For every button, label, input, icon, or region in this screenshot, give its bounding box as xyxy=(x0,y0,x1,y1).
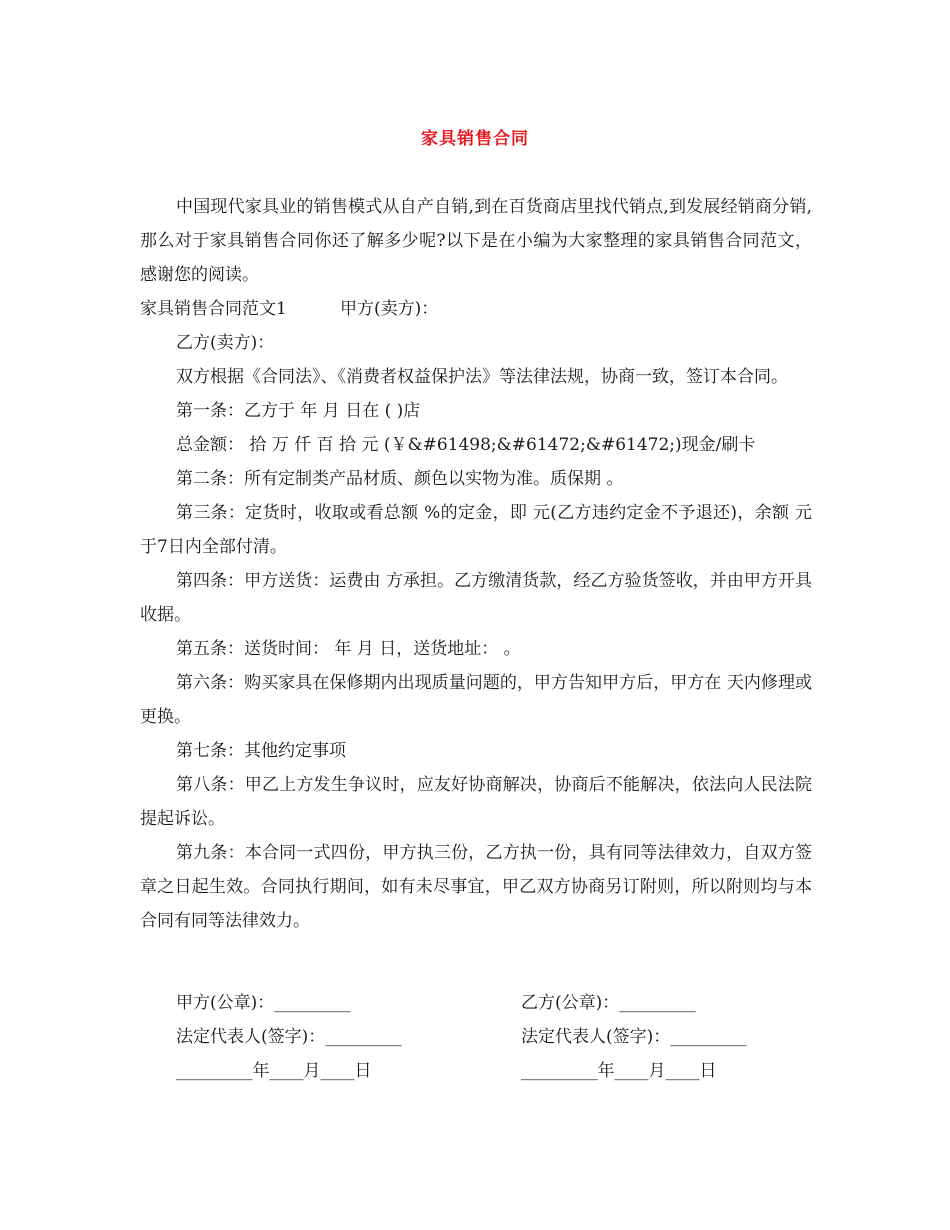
article-8: 第八条：甲乙上方发生争议时，应友好协商解决，协商后不能解决，依法向人民法院提起诉讼。 xyxy=(140,775,812,829)
article-2: 第二条：所有定制类产品材质、颜色以实物为准。质保期 。 xyxy=(176,469,624,489)
party-b-date: _________年____月____日 xyxy=(521,1061,717,1081)
article-5: 第五条：送货时间： 年 月 日，送货地址： 。 xyxy=(176,639,521,659)
sample-heading-row xyxy=(140,292,812,326)
representative-row xyxy=(140,1020,820,1054)
article-9: 第九条：本合同一式四份，甲方执三份，乙方执一份，具有同等法律效力，自双方签章之日起生效。合同执行期间，如有未尽事宜，甲乙双方协商另订附则，所以附则均与本合同有同等法律效力。 xyxy=(140,843,812,931)
article-6: 第六条：购买家具在保修期内出现质量问题的，甲方告知甲方后，甲方在 天内修理或更换。 xyxy=(140,673,812,727)
article-4: 第四条：甲方送货：运费由 方承担。乙方缴清货款，经乙方验货签收，并由甲方开具收据。 xyxy=(140,571,812,625)
article-7: 第七条：其他约定事项 xyxy=(176,741,346,761)
seal-row xyxy=(140,986,820,1020)
sample-heading: 家具销售合同范文1 xyxy=(140,299,287,319)
party-a-seal: 甲方(公章)：_________ xyxy=(176,993,351,1013)
party-b-representative: 法定代表人(签字)：_________ xyxy=(521,1027,747,1047)
document-title: 家具销售合同 xyxy=(421,129,529,149)
preamble-paragraph: 双方根据《合同法》、《消费者权益保护法》等法律法规，协商一致，签订本合同。 xyxy=(176,367,788,387)
date-row xyxy=(140,1054,820,1088)
signature-block xyxy=(140,986,820,1088)
total-amount: 总金额： 拾 万 仟 百 拾 元 (￥&#61498;&#61472;&#61472;)现金/刷卡 xyxy=(176,435,756,455)
article-3: 第三条：定货时，收取或看总额 %的定金，即 元(乙方违约定金不予退还)，余额 元于7日内全部付清。 xyxy=(140,503,812,557)
party-a-label: 甲方(卖方)： xyxy=(340,299,439,319)
document-body xyxy=(140,190,812,938)
intro-paragraph: 中国现代家具业的销售模式从自产自销,到在百货商店里找代销点,到发展经销商分销,那么对于家具销售合同你还了解多少呢?以下是在小编为大家整理的家具销售合同范文，感谢您的阅读。 xyxy=(140,197,812,285)
party-a-date: _________年____月____日 xyxy=(176,1061,372,1081)
article-1: 第一条：乙方于 年 月 日在 ( )店 xyxy=(176,401,421,421)
party-b-label: 乙方(卖方)： xyxy=(176,333,275,353)
party-a-representative: 法定代表人(签字)：_________ xyxy=(176,1027,402,1047)
party-b-seal: 乙方(公章)：_________ xyxy=(521,993,696,1013)
